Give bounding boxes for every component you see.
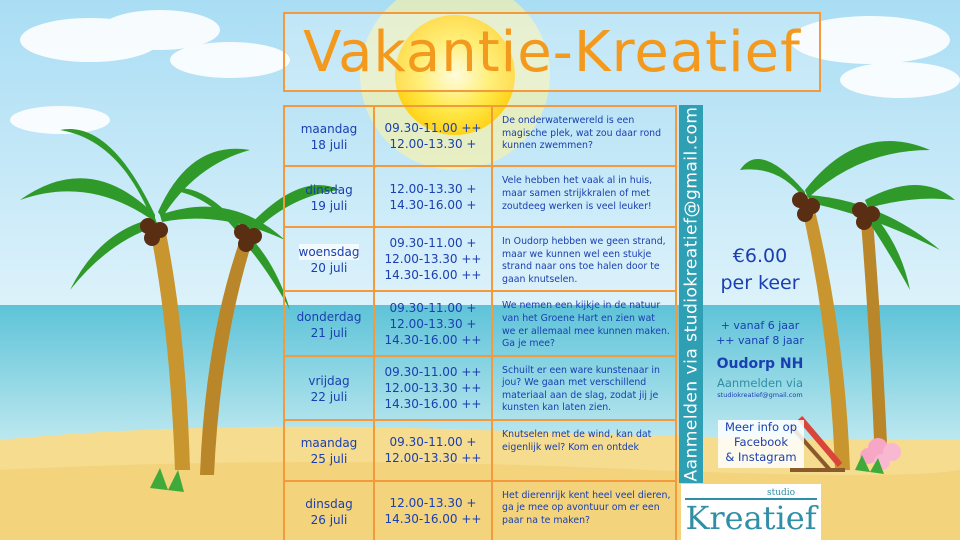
day-name: maandag [300, 436, 358, 451]
day-date: 18 juli [310, 138, 348, 153]
time-cell [375, 421, 493, 479]
day-date: 21 juli [310, 325, 348, 340]
day-name: woensdag [298, 245, 360, 260]
time-slot: 09.30-11.00 ++ [384, 121, 482, 136]
description-cell: Schuilt er een ware kunstenaar in jou? We gaan met verschillend materiaal aan de slag, zodat jij je kunsten kan laten zien. [493, 357, 677, 419]
time-cell [375, 167, 493, 225]
description-cell: In Oudorp hebben we geen strand, maar we kunnen wel een stukje strand naar ons toe halen door te gaan knutselen. [493, 228, 677, 290]
price-amount: €6.00 [732, 245, 788, 267]
time-slot: 09.30-11.00 + [389, 435, 477, 450]
signup-label: Aanmelden via [716, 376, 804, 390]
day-name: vrijdag [308, 373, 350, 388]
schedule-row [283, 290, 677, 354]
schedule-row [283, 480, 677, 540]
signup-email[interactable]: studiokreatief@gmail.com [717, 391, 803, 399]
time-slot: 12.00-13.30 + [389, 316, 477, 331]
day-date: 22 juli [310, 389, 348, 404]
price-unit: per keer [720, 272, 800, 294]
age-info [705, 318, 815, 348]
time-slot: 12.00-13.30 ++ [384, 252, 482, 267]
title-box [283, 12, 821, 92]
time-slot: 12.00-13.30 + [389, 495, 477, 510]
day-date: 20 juli [310, 261, 348, 276]
day-cell [283, 357, 375, 419]
day-cell [283, 107, 375, 165]
time-cell [375, 228, 493, 290]
day-name: dinsdag [305, 496, 353, 511]
day-date: 26 juli [310, 512, 348, 527]
time-cell [375, 107, 493, 165]
day-cell [283, 421, 375, 479]
age-line-1: + vanaf 6 jaar [720, 319, 800, 332]
day-name: dinsdag [305, 182, 353, 197]
description-cell: Knutselen met de wind, kan dat eigenlijk wel? Kom en ontdek [493, 421, 677, 479]
schedule-row [283, 226, 677, 290]
description-cell: De onderwaterwereld is een magische plek, wat zou daar rond kunnen zwemmen? [493, 107, 677, 165]
time-slot: 12.00-13.30 ++ [384, 380, 482, 395]
time-slot: 12.00-13.30 + [389, 137, 477, 152]
day-date: 25 juli [310, 452, 348, 467]
more-info-line-2: Facebook [733, 435, 789, 449]
day-date: 19 juli [310, 198, 348, 213]
page-title: Vakantie-Kreatief [303, 19, 801, 85]
time-slot: 12.00-13.30 + [389, 181, 477, 196]
description-cell: Vele hebben het vaak al in huis, maar samen strijkkralen of met zoutdeeg werken is veel leuker! [493, 167, 677, 225]
time-slot: 14.30-16.00 ++ [384, 268, 482, 283]
schedule-row [283, 165, 677, 225]
day-cell [283, 482, 375, 540]
time-cell [375, 292, 493, 354]
time-slot: 12.00-13.30 ++ [384, 451, 482, 466]
day-cell [283, 167, 375, 225]
schedule-row [283, 355, 677, 419]
time-slot: 09.30-11.00 ++ [384, 364, 482, 379]
time-slot: 14.30-16.00 ++ [384, 511, 482, 526]
side-banner-text: Aanmelden via studiokreatief@gmail.com [681, 106, 701, 482]
schedule-row [283, 419, 677, 479]
time-slot: 14.30-16.00 ++ [384, 332, 482, 347]
day-name: maandag [300, 122, 358, 137]
time-slot: 14.30-16.00 ++ [384, 396, 482, 411]
description-cell: We nemen een kijkje in de natuur van het Groene Hart en zien wat we er allemaal mee kunnen maken. Ga je mee? [493, 292, 677, 354]
day-cell [283, 228, 375, 290]
schedule-row [283, 105, 677, 165]
logo-studio-text: studio [766, 487, 796, 498]
day-name: donderdag [296, 309, 362, 324]
side-banner [679, 105, 703, 483]
day-cell [283, 292, 375, 354]
time-slot: 14.30-16.00 + [389, 197, 477, 212]
logo-word-text: Kreatief [685, 498, 817, 537]
studio-kreatief-logo [681, 484, 821, 540]
schedule-table [283, 105, 677, 540]
time-cell [375, 482, 493, 540]
price-info [705, 243, 815, 297]
more-info-line-3: & Instagram [725, 450, 797, 464]
time-slot: 09.30-11.00 + [389, 236, 477, 251]
more-info-box [718, 420, 804, 468]
more-info-line-1: Meer info op [724, 420, 797, 434]
time-slot: 09.30-11.00 + [389, 300, 477, 315]
description-cell: Het dierenrijk kent heel veel dieren, ga je mee op avontuur om er een paar na te maken? [493, 482, 677, 540]
location: Oudorp NH [716, 356, 804, 372]
age-line-2: ++ vanaf 8 jaar [716, 334, 804, 347]
time-cell [375, 357, 493, 419]
